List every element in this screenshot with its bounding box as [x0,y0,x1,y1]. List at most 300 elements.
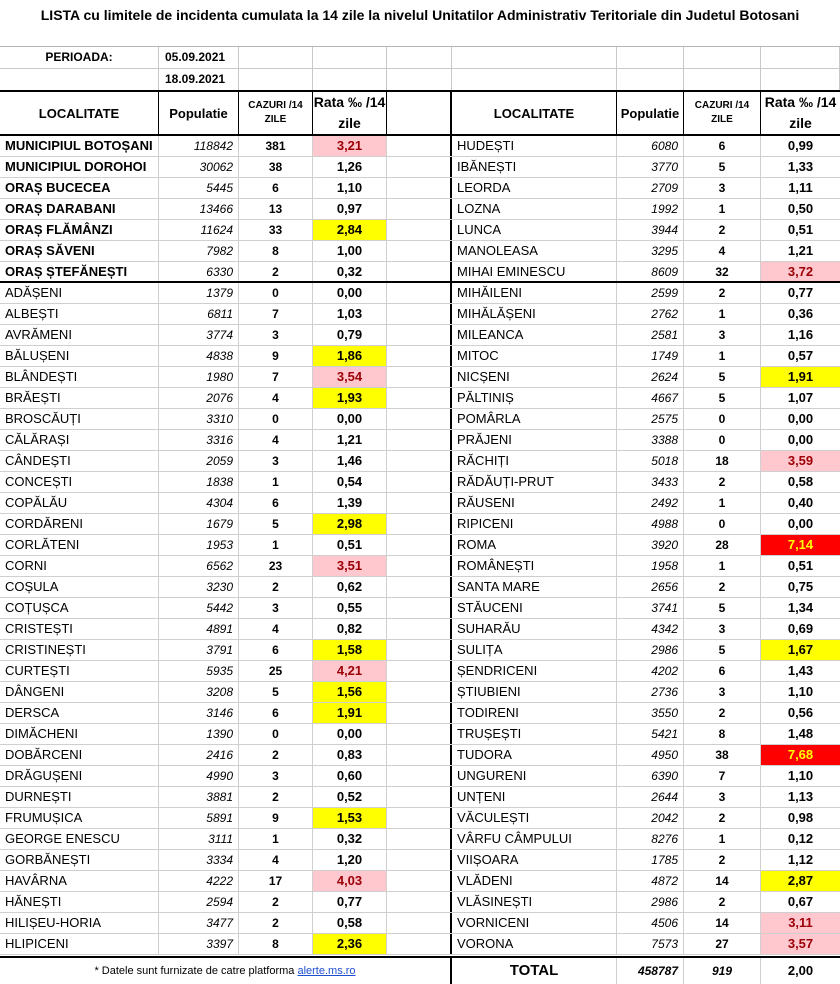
left-cases: 2 [239,262,313,281]
left-rate: 0,32 [313,829,387,849]
right-locality: SULIȚA [452,640,617,660]
right-rate: 0,12 [787,831,814,846]
right-population: 2709 [617,178,684,198]
right-cases: 0 [684,409,761,429]
table-row [0,808,840,829]
right-rate: 0,40 [787,495,814,510]
left-rate: 3,21 [313,136,387,156]
header-cazuri-right: CAZURI /14 ZILE [684,92,761,134]
right-locality: VIIȘOARA [452,850,617,870]
right-cases: 2 [684,220,761,240]
right-locality: SUHARĂU [452,619,617,639]
left-rate: 0,00 [313,724,387,744]
column-gap [387,241,452,261]
right-rate: 0,67 [787,894,814,909]
right-rate: 1,10 [787,684,814,699]
column-gap [387,199,452,219]
left-population: 11624 [159,220,239,240]
right-locality: IBĂNEȘTI [452,157,617,177]
left-rate: 0,00 [313,283,387,303]
left-rate: 1,58 [313,640,387,660]
right-rate: 0,99 [787,138,814,153]
left-population: 1679 [159,514,239,534]
left-rate: 1,56 [313,682,387,702]
column-gap [387,661,452,681]
table-row [0,535,840,556]
right-rate: 0,56 [787,705,814,720]
left-cases: 6 [239,178,313,198]
table-row [0,829,840,850]
right-cases: 2 [684,808,761,828]
right-population: 2736 [617,682,684,702]
column-gap [387,262,452,281]
table-row [0,409,840,430]
left-locality: DERSCA [0,703,159,723]
right-population: 2581 [617,325,684,345]
right-cases: 18 [684,451,761,471]
right-locality: TODIRENI [452,703,617,723]
right-population: 2986 [617,640,684,660]
table-body [0,136,840,955]
right-population: 7573 [617,934,684,954]
left-rate: 0,58 [313,913,387,933]
left-cases: 7 [239,367,313,387]
column-gap [387,535,452,555]
left-cases: 3 [239,325,313,345]
left-rate: 0,97 [313,199,387,219]
header-localitate-right: LOCALITATE [452,92,617,134]
left-locality: ORAȘ FLĂMÂNZI [0,220,159,240]
left-population: 5442 [159,598,239,618]
table-row [0,514,840,535]
right-locality: STĂUCENI [452,598,617,618]
left-cases: 38 [239,157,313,177]
left-locality: ORAȘ ȘTEFĂNEȘTI [0,262,159,281]
column-gap [387,619,452,639]
right-rate: 1,07 [787,390,814,405]
left-locality: BROSCĂUȚI [0,409,159,429]
right-rate: 1,34 [787,600,814,615]
left-rate: 0,54 [313,472,387,492]
left-rate: 1,10 [313,178,387,198]
right-locality: ROMÂNEȘTI [452,556,617,576]
right-rate: 3,72 [761,262,840,281]
right-locality: MIHĂLĂȘENI [452,304,617,324]
right-locality: MANOLEASA [452,241,617,261]
right-rate: 0,69 [787,621,814,636]
column-gap [387,514,452,534]
left-locality: AVRĂMENI [0,325,159,345]
right-locality: VORONA [452,934,617,954]
right-population: 2492 [617,493,684,513]
table-row [0,724,840,745]
right-cases: 2 [684,577,761,597]
left-population: 3774 [159,325,239,345]
right-rate: 1,91 [761,367,840,387]
right-population: 4667 [617,388,684,408]
left-locality: ORAȘ DARABANI [0,199,159,219]
header-gap [387,92,452,134]
left-population: 4222 [159,871,239,891]
right-locality: MIHAI EMINESCU [452,262,617,281]
right-population: 4506 [617,913,684,933]
left-population: 5891 [159,808,239,828]
table-row [0,682,840,703]
table-row [0,325,840,346]
left-cases: 1 [239,535,313,555]
right-cases: 5 [684,598,761,618]
left-cases: 2 [239,892,313,912]
column-gap [387,913,452,933]
right-locality: MIHĂILENI [452,283,617,303]
right-cases: 1 [684,556,761,576]
left-population: 4304 [159,493,239,513]
right-locality: RIPICENI [452,514,617,534]
left-cases: 1 [239,829,313,849]
right-population: 3550 [617,703,684,723]
right-rate: 0,75 [787,579,814,594]
column-gap [387,304,452,324]
right-locality: PĂLTINIȘ [452,388,617,408]
left-cases: 7 [239,304,313,324]
right-population: 2762 [617,304,684,324]
right-cases: 6 [684,136,761,156]
left-locality: DIMĂCHENI [0,724,159,744]
right-population: 3920 [617,535,684,555]
right-cases: 1 [684,304,761,324]
left-cases: 13 [239,199,313,219]
table-row [0,577,840,598]
left-locality: DURNEȘTI [0,787,159,807]
table-row [0,640,840,661]
left-locality: BRĂEȘTI [0,388,159,408]
header-cazuri: CAZURI /14 ZILE [239,92,313,134]
right-rate: 0,00 [787,516,814,531]
left-rate: 0,51 [313,535,387,555]
right-rate: 1,12 [787,852,814,867]
table-row [0,388,840,409]
left-cases: 4 [239,850,313,870]
column-gap [387,283,452,303]
left-rate: 2,84 [313,220,387,240]
column-gap [387,157,452,177]
left-rate: 1,91 [313,703,387,723]
header-rata: Rata ‰ /14 zile [313,92,387,134]
left-rate: 0,32 [313,262,387,281]
left-locality: COPĂLĂU [0,493,159,513]
right-cases: 1 [684,493,761,513]
table-row [0,157,840,178]
left-locality: HAVÂRNA [0,871,159,891]
left-cases: 23 [239,556,313,576]
right-cases: 8 [684,724,761,744]
left-population: 3111 [159,829,239,849]
column-gap [387,178,452,198]
right-rate: 0,50 [787,201,814,216]
right-population: 6080 [617,136,684,156]
left-locality: CURTEȘTI [0,661,159,681]
left-rate: 0,52 [313,787,387,807]
right-locality: POMÂRLA [452,409,617,429]
right-cases: 5 [684,388,761,408]
table-row [0,892,840,913]
left-cases: 4 [239,388,313,408]
left-rate: 0,60 [313,766,387,786]
right-rate: 1,33 [787,159,814,174]
right-population: 3388 [617,430,684,450]
left-rate: 1,20 [313,850,387,870]
table-row [0,367,840,388]
right-cases: 2 [684,703,761,723]
right-locality: UNGURENI [452,766,617,786]
column-gap [387,598,452,618]
right-rate: 1,43 [787,663,814,678]
left-population: 4891 [159,619,239,639]
left-cases: 17 [239,871,313,891]
left-locality: CRISTINEȘTI [0,640,159,660]
table-row [0,787,840,808]
right-rate: 7,68 [761,745,840,765]
left-locality: HILIȘEU-HORIA [0,913,159,933]
left-locality: CÂNDEȘTI [0,451,159,471]
right-population: 1785 [617,850,684,870]
column-gap [387,367,452,387]
source-link[interactable]: alerte.ms.ro [297,965,356,977]
left-population: 30062 [159,157,239,177]
left-locality: DÂNGENI [0,682,159,702]
left-rate: 0,83 [313,745,387,765]
table-row [0,556,840,577]
right-cases: 2 [684,283,761,303]
left-cases: 5 [239,682,313,702]
left-locality: CORNI [0,556,159,576]
right-cases: 0 [684,514,761,534]
left-rate: 2,36 [313,934,387,954]
right-cases: 0 [684,430,761,450]
right-locality: NICȘENI [452,367,617,387]
left-locality: ALBEȘTI [0,304,159,324]
column-gap [387,934,452,954]
left-rate: 0,79 [313,325,387,345]
left-locality: CRISTEȘTI [0,619,159,639]
right-population: 4950 [617,745,684,765]
right-cases: 27 [684,934,761,954]
right-population: 8276 [617,829,684,849]
column-gap [387,724,452,744]
page-title: LISTA cu limitele de incidenta cumulata la 14 zile la nivelul Unitatilor Administrativ Teritoriale din Judetul Botosani [40,7,800,23]
right-rate: 7,14 [761,535,840,555]
left-population: 5445 [159,178,239,198]
column-gap [387,346,452,366]
right-population: 4872 [617,871,684,891]
right-population: 1749 [617,346,684,366]
right-population: 3770 [617,157,684,177]
right-cases: 5 [684,640,761,660]
right-population: 3295 [617,241,684,261]
column-gap [387,388,452,408]
left-population: 3208 [159,682,239,702]
right-rate: 1,13 [787,789,814,804]
left-locality: ORAȘ BUCECEA [0,178,159,198]
column-gap [387,829,452,849]
left-cases: 6 [239,703,313,723]
right-locality: LEORDA [452,178,617,198]
left-rate: 3,51 [313,556,387,576]
period-block [0,46,840,90]
right-population: 2042 [617,808,684,828]
left-population: 3791 [159,640,239,660]
table-row [0,745,840,766]
table-footer [0,956,840,984]
table-row [0,913,840,934]
left-locality: GORBĂNEȘTI [0,850,159,870]
left-population: 6811 [159,304,239,324]
right-locality: UNȚENI [452,787,617,807]
left-rate: 1,53 [313,808,387,828]
right-cases: 1 [684,346,761,366]
right-rate: 3,57 [761,934,840,954]
total-label: TOTAL [452,958,617,984]
left-cases: 4 [239,430,313,450]
right-cases: 6 [684,661,761,681]
right-rate: 1,10 [787,768,814,783]
column-gap [387,745,452,765]
left-cases: 6 [239,493,313,513]
left-rate: 1,46 [313,451,387,471]
left-cases: 5 [239,514,313,534]
left-population: 7982 [159,241,239,261]
table-row [0,850,840,871]
left-population: 3477 [159,913,239,933]
table-header [0,90,840,136]
left-rate: 1,86 [313,346,387,366]
right-cases: 28 [684,535,761,555]
right-locality: ȘTIUBIENI [452,682,617,702]
left-cases: 33 [239,220,313,240]
right-rate: 3,11 [761,913,840,933]
right-cases: 7 [684,766,761,786]
source-note [0,958,452,984]
right-rate: 1,21 [787,243,814,258]
left-population: 118842 [159,136,239,156]
right-cases: 3 [684,682,761,702]
left-population: 1838 [159,472,239,492]
right-population: 4342 [617,619,684,639]
left-rate: 3,54 [313,367,387,387]
column-gap [387,892,452,912]
left-cases: 0 [239,409,313,429]
right-cases: 14 [684,913,761,933]
left-rate: 0,82 [313,619,387,639]
left-cases: 3 [239,766,313,786]
left-population: 3230 [159,577,239,597]
left-locality: COȘULA [0,577,159,597]
left-locality: GEORGE ENESCU [0,829,159,849]
column-gap [387,556,452,576]
left-population: 1953 [159,535,239,555]
left-rate: 1,26 [313,157,387,177]
right-rate: 1,67 [761,640,840,660]
column-gap [387,493,452,513]
left-cases: 8 [239,241,313,261]
left-rate: 0,55 [313,598,387,618]
left-population: 2416 [159,745,239,765]
left-locality: DOBĂRCENI [0,745,159,765]
left-locality: MUNICIPIUL BOTOȘANI [0,136,159,156]
left-locality: CĂLĂRAȘI [0,430,159,450]
header-rata-right: Rata ‰ /14 zile [764,94,837,131]
left-rate: 1,03 [313,304,387,324]
right-rate: 0,36 [787,306,814,321]
table-row [0,220,840,241]
left-population: 5935 [159,661,239,681]
total-population: 458787 [617,958,684,984]
column-gap [387,703,452,723]
right-population: 2575 [617,409,684,429]
left-locality: FRUMUȘICA [0,808,159,828]
right-cases: 32 [684,262,761,281]
left-rate: 4,21 [313,661,387,681]
column-gap [387,787,452,807]
right-locality: ROMA [452,535,617,555]
left-rate: 0,62 [313,577,387,597]
right-locality: VÂRFU CÂMPULUI [452,829,617,849]
left-locality: DRĂGUȘENI [0,766,159,786]
right-rate: 2,87 [761,871,840,891]
table-row [0,262,840,283]
left-population: 3310 [159,409,239,429]
period-label: PERIOADA: [0,47,159,68]
left-population: 2059 [159,451,239,471]
right-locality: RĂUSENI [452,493,617,513]
left-cases: 2 [239,787,313,807]
right-cases: 5 [684,157,761,177]
right-population: 4202 [617,661,684,681]
right-rate: 1,48 [787,726,814,741]
left-cases: 6 [239,640,313,660]
left-cases: 9 [239,808,313,828]
right-population: 2644 [617,787,684,807]
left-locality: MUNICIPIUL DOROHOI [0,157,159,177]
left-cases: 9 [239,346,313,366]
right-population: 2656 [617,577,684,597]
left-cases: 2 [239,577,313,597]
left-population: 3146 [159,703,239,723]
table-row [0,703,840,724]
left-locality: CORLĂTENI [0,535,159,555]
left-cases: 381 [239,136,313,156]
left-locality: ADĂȘENI [0,283,159,303]
column-gap [387,808,452,828]
right-locality: MILEANCA [452,325,617,345]
left-population: 1980 [159,367,239,387]
column-gap [387,577,452,597]
right-population: 3433 [617,472,684,492]
left-cases: 0 [239,283,313,303]
column-gap [387,682,452,702]
table-row [0,661,840,682]
right-population: 3741 [617,598,684,618]
left-rate: 1,93 [313,388,387,408]
right-rate: 0,57 [787,348,814,363]
table-row [0,199,840,220]
right-locality: VLĂSINEȘTI [452,892,617,912]
right-population: 1958 [617,556,684,576]
table-row [0,619,840,640]
left-locality: BĂLUȘENI [0,346,159,366]
left-population: 6562 [159,556,239,576]
right-population: 6390 [617,766,684,786]
